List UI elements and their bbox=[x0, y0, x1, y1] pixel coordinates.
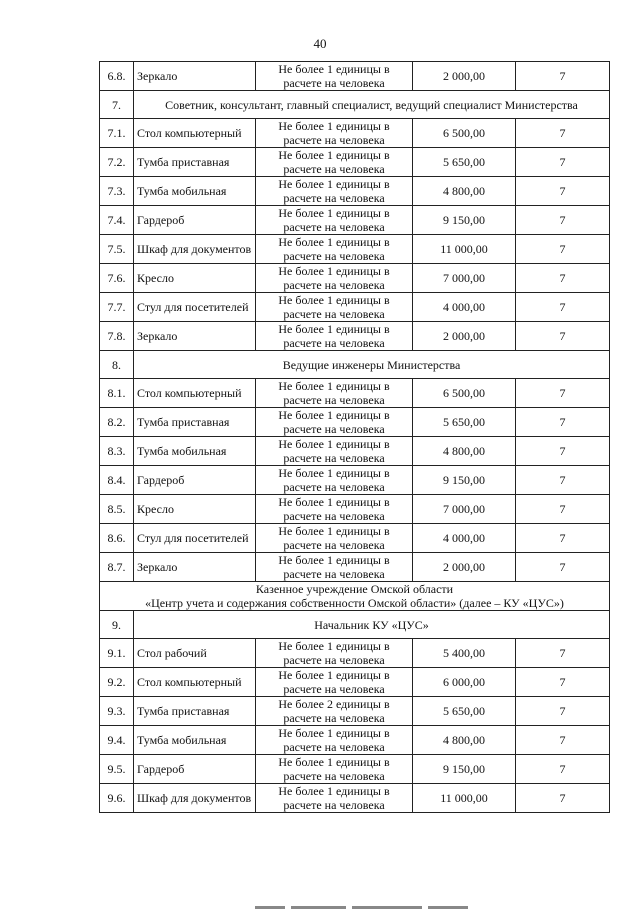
organization-title bbox=[100, 582, 610, 611]
table-row bbox=[100, 437, 610, 466]
row-number: 8.4. bbox=[100, 466, 134, 495]
row-number: 9.3. bbox=[100, 697, 134, 726]
item-name: Тумба приставная bbox=[134, 148, 256, 177]
item-name: Зеркало bbox=[134, 62, 256, 91]
page-number: 40 bbox=[313, 36, 327, 51]
item-name: Шкаф для документов bbox=[134, 784, 256, 813]
item-price: 5 650,00 bbox=[413, 148, 516, 177]
scan-artifact bbox=[255, 896, 505, 900]
item-term: 7 bbox=[516, 755, 610, 784]
item-term: 7 bbox=[516, 148, 610, 177]
item-term: 7 bbox=[516, 784, 610, 813]
item-term: 7 bbox=[516, 408, 610, 437]
row-number: 9.1. bbox=[100, 639, 134, 668]
row-number: 7.6. bbox=[100, 264, 134, 293]
item-term: 7 bbox=[516, 264, 610, 293]
item-name: Тумба мобильная bbox=[134, 437, 256, 466]
table-row bbox=[100, 293, 610, 322]
section-row bbox=[100, 91, 610, 119]
row-number: 8.1. bbox=[100, 379, 134, 408]
item-name: Шкаф для документов bbox=[134, 235, 256, 264]
item-price: 2 000,00 bbox=[413, 322, 516, 351]
row-number: 8.5. bbox=[100, 495, 134, 524]
table-row bbox=[100, 553, 610, 582]
item-norm: Не более 1 единицы в расчете на человека bbox=[256, 755, 413, 784]
table-row bbox=[100, 235, 610, 264]
item-norm: Не более 1 единицы в расчете на человека bbox=[256, 466, 413, 495]
item-norm: Не более 1 единицы в расчете на человека bbox=[256, 668, 413, 697]
item-price: 6 500,00 bbox=[413, 379, 516, 408]
item-norm: Не более 1 единицы в расчете на человека bbox=[256, 726, 413, 755]
item-price: 2 000,00 bbox=[413, 553, 516, 582]
item-norm: Не более 1 единицы в расчете на человека bbox=[256, 293, 413, 322]
item-norm: Не более 1 единицы в расчете на человека bbox=[256, 437, 413, 466]
table-row bbox=[100, 148, 610, 177]
table-row bbox=[100, 322, 610, 351]
row-number: 7.1. bbox=[100, 119, 134, 148]
item-norm: Не более 1 единицы в расчете на человека bbox=[256, 408, 413, 437]
item-norm: Не более 1 единицы в расчете на человека bbox=[256, 148, 413, 177]
item-term: 7 bbox=[516, 726, 610, 755]
section-row bbox=[100, 611, 610, 639]
item-term: 7 bbox=[516, 524, 610, 553]
item-price: 5 650,00 bbox=[413, 697, 516, 726]
item-name: Гардероб bbox=[134, 755, 256, 784]
item-name: Зеркало bbox=[134, 553, 256, 582]
organization-row bbox=[100, 582, 610, 611]
item-name: Тумба приставная bbox=[134, 408, 256, 437]
item-norm: Не более 1 единицы в расчете на человека bbox=[256, 177, 413, 206]
item-price: 6 500,00 bbox=[413, 119, 516, 148]
table-row bbox=[100, 466, 610, 495]
item-norm: Не более 1 единицы в расчете на человека bbox=[256, 495, 413, 524]
item-price: 4 800,00 bbox=[413, 726, 516, 755]
section-number: 9. bbox=[100, 611, 134, 639]
section-title: Советник, консультант, главный специалист, ведущий специалист Министерства bbox=[134, 91, 610, 119]
row-number: 8.2. bbox=[100, 408, 134, 437]
furniture-norms-table bbox=[99, 61, 610, 813]
row-number: 8.7. bbox=[100, 553, 134, 582]
item-term: 7 bbox=[516, 235, 610, 264]
item-norm: Не более 1 единицы в расчете на человека bbox=[256, 62, 413, 91]
item-norm: Не более 1 единицы в расчете на человека bbox=[256, 264, 413, 293]
table-row bbox=[100, 726, 610, 755]
table-row bbox=[100, 206, 610, 235]
item-norm: Не более 1 единицы в расчете на человека bbox=[256, 379, 413, 408]
item-norm: Не более 1 единицы в расчете на человека bbox=[256, 322, 413, 351]
item-price: 5 400,00 bbox=[413, 639, 516, 668]
item-name: Кресло bbox=[134, 495, 256, 524]
item-name: Тумба мобильная bbox=[134, 726, 256, 755]
table-row bbox=[100, 379, 610, 408]
row-number: 7.7. bbox=[100, 293, 134, 322]
item-norm: Не более 1 единицы в расчете на человека bbox=[256, 235, 413, 264]
table-row bbox=[100, 62, 610, 91]
row-number: 7.3. bbox=[100, 177, 134, 206]
item-price: 5 650,00 bbox=[413, 408, 516, 437]
item-name: Стул для посетителей bbox=[134, 293, 256, 322]
row-number: 9.5. bbox=[100, 755, 134, 784]
item-price: 9 150,00 bbox=[413, 466, 516, 495]
item-name: Зеркало bbox=[134, 322, 256, 351]
item-term: 7 bbox=[516, 322, 610, 351]
table-row bbox=[100, 177, 610, 206]
item-norm: Не более 1 единицы в расчете на человека bbox=[256, 206, 413, 235]
row-number: 9.6. bbox=[100, 784, 134, 813]
item-norm: Не более 2 единицы в расчете на человека bbox=[256, 697, 413, 726]
table-row bbox=[100, 697, 610, 726]
item-term: 7 bbox=[516, 62, 610, 91]
item-name: Тумба приставная bbox=[134, 697, 256, 726]
table-row bbox=[100, 668, 610, 697]
item-name: Стол компьютерный bbox=[134, 668, 256, 697]
item-price: 4 000,00 bbox=[413, 524, 516, 553]
organization-line-2: «Центр учета и содержания собственности Омской области» (далее – КУ «ЦУС») bbox=[145, 596, 564, 610]
item-name: Стул для посетителей bbox=[134, 524, 256, 553]
row-number: 7.4. bbox=[100, 206, 134, 235]
item-term: 7 bbox=[516, 437, 610, 466]
item-price: 4 000,00 bbox=[413, 293, 516, 322]
row-number: 8.6. bbox=[100, 524, 134, 553]
row-number: 7.2. bbox=[100, 148, 134, 177]
table-row bbox=[100, 784, 610, 813]
item-price: 11 000,00 bbox=[413, 784, 516, 813]
item-term: 7 bbox=[516, 639, 610, 668]
item-norm: Не более 1 единицы в расчете на человека bbox=[256, 553, 413, 582]
section-title: Начальник КУ «ЦУС» bbox=[134, 611, 610, 639]
item-price: 9 150,00 bbox=[413, 755, 516, 784]
item-term: 7 bbox=[516, 177, 610, 206]
item-term: 7 bbox=[516, 379, 610, 408]
item-price: 4 800,00 bbox=[413, 177, 516, 206]
item-norm: Не более 1 единицы в расчете на человека bbox=[256, 639, 413, 668]
item-term: 7 bbox=[516, 466, 610, 495]
table-row bbox=[100, 524, 610, 553]
item-name: Гардероб bbox=[134, 466, 256, 495]
section-number: 8. bbox=[100, 351, 134, 379]
item-name: Гардероб bbox=[134, 206, 256, 235]
table-row bbox=[100, 408, 610, 437]
item-price: 7 000,00 bbox=[413, 264, 516, 293]
item-price: 6 000,00 bbox=[413, 668, 516, 697]
item-price: 11 000,00 bbox=[413, 235, 516, 264]
table-body bbox=[100, 62, 610, 813]
section-row bbox=[100, 351, 610, 379]
row-number: 8.3. bbox=[100, 437, 134, 466]
table-row bbox=[100, 755, 610, 784]
item-price: 7 000,00 bbox=[413, 495, 516, 524]
organization-line-1: Казенное учреждение Омской области bbox=[255, 582, 454, 596]
item-name: Стол компьютерный bbox=[134, 379, 256, 408]
item-name: Стол компьютерный bbox=[134, 119, 256, 148]
item-term: 7 bbox=[516, 119, 610, 148]
item-term: 7 bbox=[516, 293, 610, 322]
item-name: Кресло bbox=[134, 264, 256, 293]
item-name: Стол рабочий bbox=[134, 639, 256, 668]
item-term: 7 bbox=[516, 553, 610, 582]
table-row bbox=[100, 264, 610, 293]
item-term: 7 bbox=[516, 495, 610, 524]
table-row bbox=[100, 495, 610, 524]
row-number: 6.8. bbox=[100, 62, 134, 91]
section-title: Ведущие инженеры Министерства bbox=[134, 351, 610, 379]
item-term: 7 bbox=[516, 206, 610, 235]
item-price: 4 800,00 bbox=[413, 437, 516, 466]
item-norm: Не более 1 единицы в расчете на человека bbox=[256, 119, 413, 148]
section-number: 7. bbox=[100, 91, 134, 119]
row-number: 7.5. bbox=[100, 235, 134, 264]
item-term: 7 bbox=[516, 668, 610, 697]
row-number: 9.4. bbox=[100, 726, 134, 755]
item-price: 9 150,00 bbox=[413, 206, 516, 235]
item-norm: Не более 1 единицы в расчете на человека bbox=[256, 784, 413, 813]
table-row bbox=[100, 639, 610, 668]
item-price: 2 000,00 bbox=[413, 62, 516, 91]
item-name: Тумба мобильная bbox=[134, 177, 256, 206]
row-number: 7.8. bbox=[100, 322, 134, 351]
item-norm: Не более 1 единицы в расчете на человека bbox=[256, 524, 413, 553]
item-term: 7 bbox=[516, 697, 610, 726]
row-number: 9.2. bbox=[100, 668, 134, 697]
table-row bbox=[100, 119, 610, 148]
